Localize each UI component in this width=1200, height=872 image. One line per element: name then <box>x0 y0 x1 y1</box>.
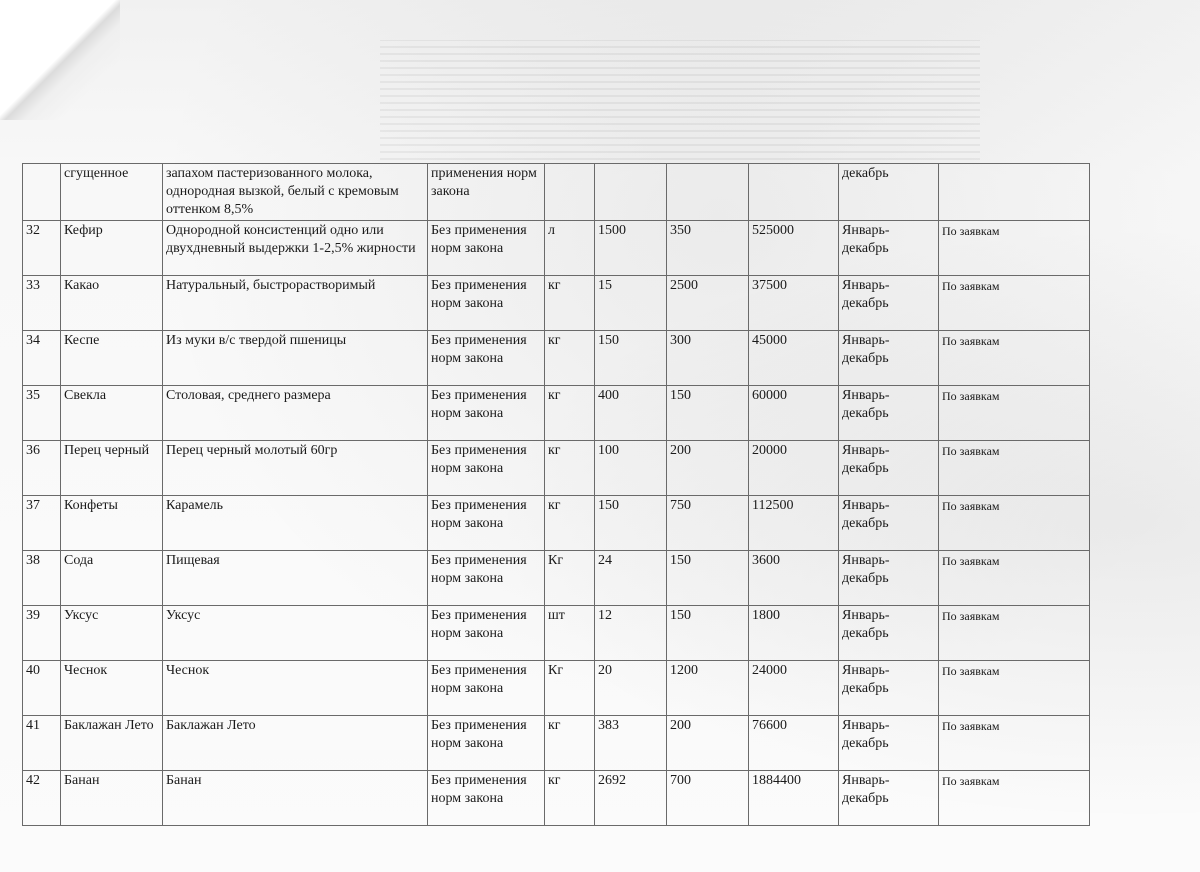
cell-quantity: 12 <box>595 606 667 661</box>
cell-unit: л <box>545 221 595 276</box>
cell-sum: 1800 <box>749 606 839 661</box>
cell-description: запахом пастеризованного молока, однородная вызкой, белый с кремовым оттенком 8,5% <box>163 164 428 221</box>
table-row <box>23 221 1090 276</box>
cell-name: Чеснок <box>61 661 163 716</box>
cell-law: Без применения норм закона <box>428 441 545 496</box>
cell-note: По заявкам <box>939 606 1090 661</box>
cell-price: 300 <box>667 331 749 386</box>
cell-unit: кг <box>545 276 595 331</box>
cell-sum: 37500 <box>749 276 839 331</box>
table-row <box>23 606 1090 661</box>
cell-no: 35 <box>23 386 61 441</box>
cell-price: 750 <box>667 496 749 551</box>
table-row <box>23 331 1090 386</box>
cell-note: По заявкам <box>939 331 1090 386</box>
procurement-table <box>22 163 1090 826</box>
cell-name: Кефир <box>61 221 163 276</box>
cell-no: 42 <box>23 771 61 826</box>
folded-corner <box>0 0 120 120</box>
cell-name: Баклажан Лето <box>61 716 163 771</box>
cell-description: Натуральный, быстрорастворимый <box>163 276 428 331</box>
cell-sum: 24000 <box>749 661 839 716</box>
cell-price: 200 <box>667 441 749 496</box>
cell-price: 150 <box>667 606 749 661</box>
cell-period: Январь-декабрь <box>839 771 939 826</box>
cell-quantity: 15 <box>595 276 667 331</box>
cell-note: По заявкам <box>939 276 1090 331</box>
cell-no: 40 <box>23 661 61 716</box>
cell-no: 39 <box>23 606 61 661</box>
cell-price: 700 <box>667 771 749 826</box>
cell-sum <box>749 164 839 221</box>
cell-no <box>23 164 61 221</box>
cell-quantity: 20 <box>595 661 667 716</box>
cell-no: 38 <box>23 551 61 606</box>
cell-sum: 20000 <box>749 441 839 496</box>
cell-description: Баклажан Лето <box>163 716 428 771</box>
cell-law: применения норм закона <box>428 164 545 221</box>
cell-description: Банан <box>163 771 428 826</box>
cell-sum: 60000 <box>749 386 839 441</box>
table-row <box>23 661 1090 716</box>
cell-period: Январь-декабрь <box>839 716 939 771</box>
cell-period: Январь-декабрь <box>839 331 939 386</box>
cell-period: Январь-декабрь <box>839 606 939 661</box>
cell-description: Однородной консистенций одно или двухдневный выдержки 1-2,5% жирности <box>163 221 428 276</box>
cell-law: Без применения норм закона <box>428 661 545 716</box>
cell-no: 32 <box>23 221 61 276</box>
cell-sum: 525000 <box>749 221 839 276</box>
table-row <box>23 496 1090 551</box>
cell-description: Перец черный молотый 60гр <box>163 441 428 496</box>
cell-law: Без применения норм закона <box>428 606 545 661</box>
cell-no: 33 <box>23 276 61 331</box>
cell-law: Без применения норм закона <box>428 551 545 606</box>
cell-note: По заявкам <box>939 551 1090 606</box>
cell-sum: 3600 <box>749 551 839 606</box>
cell-price: 2500 <box>667 276 749 331</box>
cell-no: 34 <box>23 331 61 386</box>
cell-quantity: 1500 <box>595 221 667 276</box>
cell-note: По заявкам <box>939 386 1090 441</box>
cell-law: Без применения норм закона <box>428 496 545 551</box>
cell-price: 150 <box>667 551 749 606</box>
cell-law: Без применения норм закона <box>428 276 545 331</box>
cell-price <box>667 164 749 221</box>
cell-name: Банан <box>61 771 163 826</box>
cell-unit: кг <box>545 771 595 826</box>
cell-note: По заявкам <box>939 496 1090 551</box>
cell-unit: Кг <box>545 551 595 606</box>
cell-period: Январь-декабрь <box>839 496 939 551</box>
cell-quantity: 2692 <box>595 771 667 826</box>
cell-name: Конфеты <box>61 496 163 551</box>
cell-period: декабрь <box>839 164 939 221</box>
cell-name: Сода <box>61 551 163 606</box>
table-row <box>23 771 1090 826</box>
cell-price: 150 <box>667 386 749 441</box>
cell-sum: 45000 <box>749 331 839 386</box>
cell-note: По заявкам <box>939 716 1090 771</box>
cell-quantity: 150 <box>595 331 667 386</box>
cell-note: По заявкам <box>939 441 1090 496</box>
cell-unit: шт <box>545 606 595 661</box>
cell-name: Кеспе <box>61 331 163 386</box>
cell-unit: кг <box>545 331 595 386</box>
cell-law: Без применения норм закона <box>428 771 545 826</box>
cell-unit: кг <box>545 441 595 496</box>
cell-description: Столовая, среднего размера <box>163 386 428 441</box>
cell-description: Карамель <box>163 496 428 551</box>
cell-quantity: 150 <box>595 496 667 551</box>
cell-name: сгущенное <box>61 164 163 221</box>
cell-name: Уксус <box>61 606 163 661</box>
cell-description: Пищевая <box>163 551 428 606</box>
cell-price: 1200 <box>667 661 749 716</box>
table-row <box>23 441 1090 496</box>
cell-law: Без применения норм закона <box>428 331 545 386</box>
cell-law: Без применения норм закона <box>428 716 545 771</box>
cell-note <box>939 164 1090 221</box>
cell-period: Январь-декабрь <box>839 441 939 496</box>
cell-quantity: 100 <box>595 441 667 496</box>
cell-period: Январь-декабрь <box>839 386 939 441</box>
cell-unit: кг <box>545 386 595 441</box>
cell-period: Январь-декабрь <box>839 276 939 331</box>
cell-price: 350 <box>667 221 749 276</box>
cell-description: Уксус <box>163 606 428 661</box>
cell-unit: кг <box>545 716 595 771</box>
scan-artifacts <box>380 40 980 160</box>
cell-law: Без применения норм закона <box>428 221 545 276</box>
cell-sum: 76600 <box>749 716 839 771</box>
cell-name: Какао <box>61 276 163 331</box>
cell-description: Из муки в/с твердой пшеницы <box>163 331 428 386</box>
cell-quantity: 383 <box>595 716 667 771</box>
cell-quantity <box>595 164 667 221</box>
cell-unit: Кг <box>545 661 595 716</box>
cell-quantity: 24 <box>595 551 667 606</box>
cell-unit <box>545 164 595 221</box>
cell-law: Без применения норм закона <box>428 386 545 441</box>
cell-no: 37 <box>23 496 61 551</box>
cell-note: По заявкам <box>939 221 1090 276</box>
table-row <box>23 551 1090 606</box>
table-row <box>23 716 1090 771</box>
cell-note: По заявкам <box>939 661 1090 716</box>
cell-note: По заявкам <box>939 771 1090 826</box>
cell-period: Январь-декабрь <box>839 551 939 606</box>
cell-sum: 112500 <box>749 496 839 551</box>
table-row-continuation <box>23 164 1090 221</box>
cell-unit: кг <box>545 496 595 551</box>
table-row <box>23 276 1090 331</box>
cell-no: 36 <box>23 441 61 496</box>
cell-no: 41 <box>23 716 61 771</box>
cell-period: Январь-декабрь <box>839 661 939 716</box>
table-row <box>23 386 1090 441</box>
cell-quantity: 400 <box>595 386 667 441</box>
cell-name: Перец черный <box>61 441 163 496</box>
cell-price: 200 <box>667 716 749 771</box>
cell-name: Свекла <box>61 386 163 441</box>
cell-description: Чеснок <box>163 661 428 716</box>
cell-period: Январь-декабрь <box>839 221 939 276</box>
cell-sum: 1884400 <box>749 771 839 826</box>
